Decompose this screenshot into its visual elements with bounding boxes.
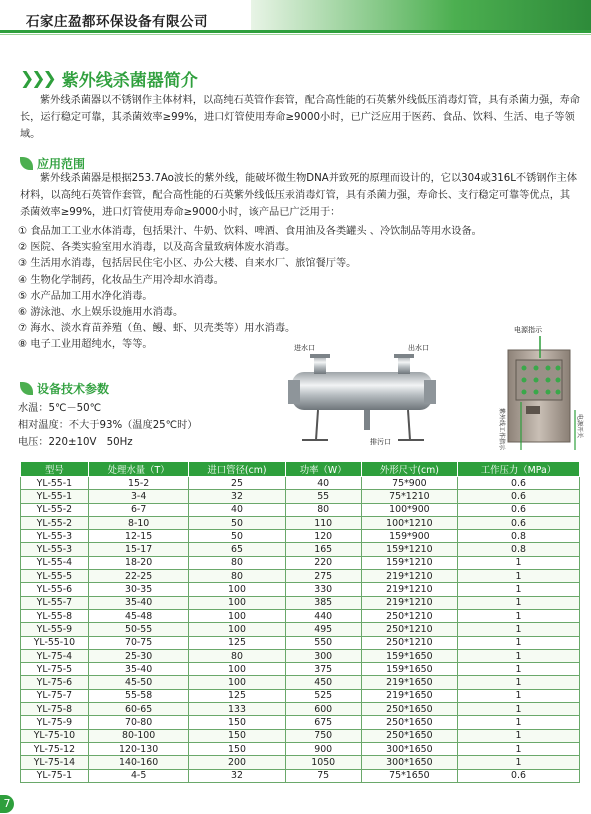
table-cell: 80 [189, 649, 285, 662]
table-cell: 40 [285, 477, 361, 490]
table-row [21, 716, 580, 729]
table-cell: 550 [285, 636, 361, 649]
table-cell: 50-55 [88, 623, 189, 636]
table-cell: YL-55-10 [21, 636, 89, 649]
table-cell: 133 [189, 703, 285, 716]
table-cell: 60-65 [88, 703, 189, 716]
table-cell: YL-55-4 [21, 556, 89, 569]
table-cell: 1050 [285, 756, 361, 769]
table-cell: 100 [189, 663, 285, 676]
table-cell: YL-55-6 [21, 583, 89, 596]
table-cell: 100 [189, 583, 285, 596]
table-cell: 80 [285, 503, 361, 516]
power-switch-label: 电源开关 [576, 414, 583, 439]
table-cell: 100 [189, 596, 285, 609]
table-row [21, 742, 580, 755]
list-item: ⑤ 水产品加工用水净化消毒。 [18, 290, 153, 302]
table-cell: 25 [189, 477, 285, 490]
table-cell: 219*1650 [361, 689, 457, 702]
table-cell: 50 [189, 516, 285, 529]
list-item: ⑦ 海水、淡水育苗养殖（鱼、鳗、虾、贝壳类等）用水消毒。 [18, 323, 296, 335]
table-cell: 75*1210 [361, 490, 457, 503]
table-cell: 0.6 [457, 477, 579, 490]
table-cell: YL-75-10 [21, 729, 89, 742]
table-cell: 1 [457, 689, 579, 702]
spec-table [20, 461, 580, 783]
table-cell: 159*1210 [361, 556, 457, 569]
table-cell: 1 [457, 663, 579, 676]
table-cell: YL-55-2 [21, 516, 89, 529]
table-cell: YL-75-12 [21, 742, 89, 755]
header-divider [0, 30, 591, 33]
header-bar [0, 0, 591, 30]
table-row [21, 490, 580, 503]
table-cell: 32 [189, 769, 285, 782]
table-row [21, 530, 580, 543]
table-cell: 15-17 [88, 543, 189, 556]
col-power: 功率（W） [285, 462, 361, 477]
chevrons-icon: ❯❯❯ [20, 68, 54, 89]
table-cell: 80-100 [88, 729, 189, 742]
table-row [21, 663, 580, 676]
table-cell: 0.6 [457, 516, 579, 529]
table-cell: 80 [189, 556, 285, 569]
table-row [21, 769, 580, 782]
table-cell: 1 [457, 756, 579, 769]
table-cell: 1 [457, 636, 579, 649]
col-pipe: 进口管径(cm) [189, 462, 285, 477]
table-cell: 4-5 [88, 769, 189, 782]
list-item: ⑧ 电子工业用超纯水，等等。 [18, 339, 153, 351]
table-header-row [21, 462, 580, 477]
application-title: 应用范围 [37, 157, 86, 171]
table-cell: 75 [285, 769, 361, 782]
table-cell: 22-25 [88, 570, 189, 583]
table-cell: 1 [457, 729, 579, 742]
table-cell: 1 [457, 596, 579, 609]
table-cell: 0.6 [457, 769, 579, 782]
table-cell: 1 [457, 556, 579, 569]
specs-list [18, 400, 197, 451]
table-cell: 3-4 [88, 490, 189, 503]
table-cell: 219*1650 [361, 676, 457, 689]
table-row [21, 570, 580, 583]
table-cell: YL-55-1 [21, 490, 89, 503]
list-item: ③ 生活用水消毒，包括居民住宅小区、办公大楼、自来水厂、旅馆餐厅等。 [18, 258, 357, 270]
table-cell: 30-35 [88, 583, 189, 596]
reactor-chamber [292, 372, 432, 410]
table-cell: 40 [189, 503, 285, 516]
table-cell: YL-75-7 [21, 689, 89, 702]
table-cell: 125 [189, 636, 285, 649]
specs-title: 设备技术参数 [37, 382, 110, 396]
table-cell: YL-75-9 [21, 716, 89, 729]
table-cell: 220 [285, 556, 361, 569]
table-cell: 250*1210 [361, 609, 457, 622]
table-cell: 250*1650 [361, 729, 457, 742]
table-cell: 300 [285, 649, 361, 662]
table-cell: 8-10 [88, 516, 189, 529]
table-cell: 150 [189, 742, 285, 755]
table-cell: 18-20 [88, 556, 189, 569]
table-cell: 250*1650 [361, 703, 457, 716]
header-decoration [251, 0, 591, 30]
table-cell: YL-75-14 [21, 756, 89, 769]
table-cell: 600 [285, 703, 361, 716]
table-row [21, 636, 580, 649]
table-cell: YL-55-3 [21, 530, 89, 543]
drain-label: 排污口 [370, 438, 391, 446]
table-cell: 1 [457, 649, 579, 662]
list-item: ① 食品加工工业水体消毒，包括果汁、牛奶、饮料、啤酒、食用油及各类罐头 、冷饮制品等用水设备。 [18, 226, 482, 237]
table-row [21, 516, 580, 529]
table-cell: YL-55-8 [21, 609, 89, 622]
table-cell: 159*1210 [361, 543, 457, 556]
table-cell: 55-58 [88, 689, 189, 702]
table-cell: 120-130 [88, 742, 189, 755]
leaf-icon [20, 382, 33, 395]
table-cell: 450 [285, 676, 361, 689]
table-cell: 1 [457, 623, 579, 636]
leaf-icon [20, 157, 33, 170]
table-cell: 330 [285, 583, 361, 596]
table-cell: 70-75 [88, 636, 189, 649]
table-cell: 32 [189, 490, 285, 503]
table-cell: YL-75-5 [21, 663, 89, 676]
intro-paragraph: 紫外线杀菌器以不锈钢作主体材料，以高纯石英管作套管，配合高性能的石英紫外线低压消毒灯管，具有杀菌力强，寿命长，运行稳定可靠，其杀菌效率≥99%，进口灯管使用寿命≥9000小时，已广泛应用于医药、食品、饮料、生活、电子等领域。 [20, 95, 580, 140]
table-row [21, 623, 580, 636]
outlet-label: 出水口 [408, 344, 429, 352]
spec-line: 水温：5℃－50℃ [18, 403, 102, 414]
table-cell: 80 [189, 570, 285, 583]
table-cell: YL-55-9 [21, 623, 89, 636]
table-row [21, 676, 580, 689]
table-cell: 219*1210 [361, 570, 457, 583]
table-cell: YL-75-1 [21, 769, 89, 782]
table-cell: YL-75-6 [21, 676, 89, 689]
page-number: 7 [0, 795, 14, 813]
table-cell: 150 [189, 729, 285, 742]
table-cell: 675 [285, 716, 361, 729]
table-cell: 250*1210 [361, 623, 457, 636]
inlet-pipe [314, 356, 326, 374]
table-cell: 110 [285, 516, 361, 529]
table-row [21, 596, 580, 609]
table-cell: 159*1650 [361, 663, 457, 676]
table-cell: 15-2 [88, 477, 189, 490]
table-cell: 250*1210 [361, 636, 457, 649]
application-paragraph: 紫外线杀菌器是根据253.7Ao波长的紫外线，能破坏微生物DNA并致死的原理而设计的，它以304或316L不锈钢作主体材料，以高纯石英管作套管，配合高性能的石英紫外线低压汞消毒灯管，具有杀菌力强，寿命长、支行稳定可靠等优点，其杀菌效率≥99%，进口灯管使用寿命≥9000小时，该产品已广泛用于： [20, 173, 578, 218]
table-row [21, 649, 580, 662]
table-row [21, 756, 580, 769]
table-cell: 300*1650 [361, 756, 457, 769]
col-capacity: 处理水量（T） [88, 462, 189, 477]
table-cell: 385 [285, 596, 361, 609]
table-row [21, 543, 580, 556]
table-cell: 375 [285, 663, 361, 676]
table-cell: 120 [285, 530, 361, 543]
outlet-pipe [398, 356, 410, 374]
company-name: 石家庄盈都环保设备有限公司 [26, 14, 208, 30]
lamp-indicator-label: 紫外线工作指示 [498, 408, 505, 451]
spec-line: 相对温度：不大于93%（温度25℃时） [18, 420, 198, 431]
table-row [21, 729, 580, 742]
col-size: 外形尺寸(cm) [361, 462, 457, 477]
table-cell: 1 [457, 716, 579, 729]
table-cell: 100 [189, 623, 285, 636]
col-pressure: 工作压力（MPa） [457, 462, 579, 477]
table-cell: 125 [189, 689, 285, 702]
table-cell: 1 [457, 676, 579, 689]
table-cell: 100*900 [361, 503, 457, 516]
table-cell: 275 [285, 570, 361, 583]
table-cell: YL-55-2 [21, 503, 89, 516]
specs-heading [20, 380, 109, 397]
sterilizer-illustration [288, 322, 588, 452]
table-cell: 100 [189, 676, 285, 689]
table-cell: 50 [189, 530, 285, 543]
table-cell: 525 [285, 689, 361, 702]
spec-line: 电压：220±10V 50Hz [18, 437, 133, 448]
table-cell: 250*1650 [361, 716, 457, 729]
table-row [21, 703, 580, 716]
table-cell: 45-48 [88, 609, 189, 622]
table-cell: 150 [189, 716, 285, 729]
table-row [21, 556, 580, 569]
table-cell: 0.6 [457, 503, 579, 516]
table-cell: 219*1210 [361, 596, 457, 609]
list-item: ② 医院、各类实验室用水消毒，以及高含量致病体废水消毒。 [18, 242, 296, 254]
table-cell: 1 [457, 570, 579, 583]
table-row [21, 689, 580, 702]
table-cell: 70-80 [88, 716, 189, 729]
table-cell: 45-50 [88, 676, 189, 689]
table-cell: 12-15 [88, 530, 189, 543]
table-cell: 300*1650 [361, 742, 457, 755]
table-row [21, 503, 580, 516]
table-cell: 1 [457, 583, 579, 596]
page-title: 紫外线杀菌器简介 [61, 71, 198, 91]
table-cell: 55 [285, 490, 361, 503]
list-item: ⑥ 游泳池、水上娱乐设施用水消毒。 [18, 307, 184, 319]
table-cell: YL-55-1 [21, 477, 89, 490]
table-cell: 165 [285, 543, 361, 556]
table-row [21, 477, 580, 490]
table-cell: 35-40 [88, 596, 189, 609]
table-cell: YL-55-3 [21, 543, 89, 556]
table-cell: YL-55-5 [21, 570, 89, 583]
header-divider-thin [0, 34, 591, 35]
table-cell: 200 [189, 756, 285, 769]
table-row [21, 609, 580, 622]
table-cell: 6-7 [88, 503, 189, 516]
table-row [21, 583, 580, 596]
table-cell: 440 [285, 609, 361, 622]
table-cell: 900 [285, 742, 361, 755]
table-cell: YL-75-4 [21, 649, 89, 662]
table-cell: 140-160 [88, 756, 189, 769]
list-item: ④ 生物化学制药，化妆品生产用冷却水消毒。 [18, 274, 224, 286]
table-cell: 1 [457, 742, 579, 755]
table-cell: 75*1650 [361, 769, 457, 782]
table-cell: 159*900 [361, 530, 457, 543]
section-heading [20, 66, 198, 91]
table-cell: 0.8 [457, 530, 579, 543]
col-model: 型号 [21, 462, 89, 477]
table-cell: 0.8 [457, 543, 579, 556]
table-cell: 75*900 [361, 477, 457, 490]
table-cell: YL-55-7 [21, 596, 89, 609]
table-cell: 35-40 [88, 663, 189, 676]
table-cell: 159*1650 [361, 649, 457, 662]
table-cell: 495 [285, 623, 361, 636]
table-cell: 750 [285, 729, 361, 742]
power-indicator-label: 电源指示 [514, 326, 542, 334]
table-cell: 1 [457, 609, 579, 622]
table-cell: 25-30 [88, 649, 189, 662]
table-cell: 65 [189, 543, 285, 556]
table-cell: 0.6 [457, 490, 579, 503]
inlet-label: 进水口 [294, 344, 315, 352]
table-cell: 219*1210 [361, 583, 457, 596]
table-cell: YL-75-8 [21, 703, 89, 716]
drain-pipe [364, 410, 370, 430]
table-cell: 100 [189, 609, 285, 622]
table-cell: 100*1210 [361, 516, 457, 529]
table-cell: 1 [457, 703, 579, 716]
